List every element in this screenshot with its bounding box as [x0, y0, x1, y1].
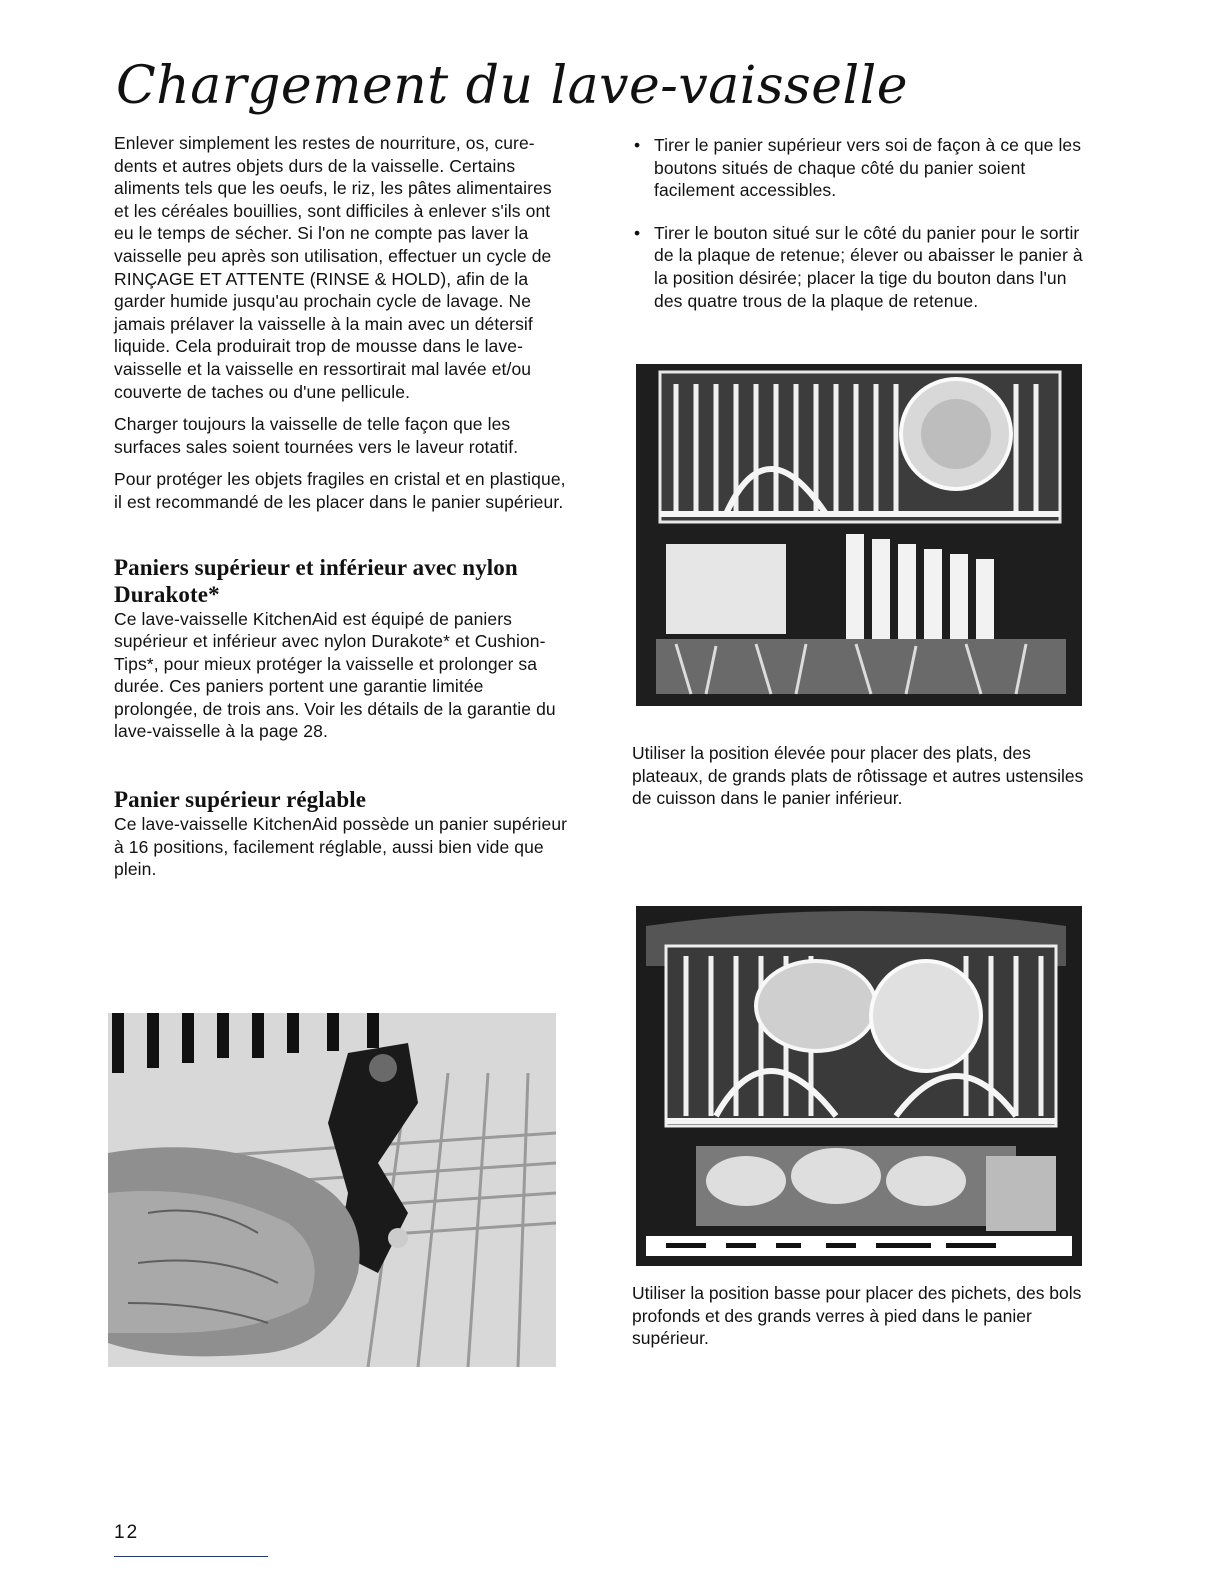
dishwasher-raised-illustration	[636, 364, 1082, 706]
rack-knob-hand-illustration	[108, 1013, 556, 1367]
adjustable-rack-heading: Panier supérieur réglable	[114, 787, 367, 813]
step-text: Tirer le panier supérieur vers soi de façon à ce que les boutons situés de chaque côté du panier soient facilement accessibles.	[654, 135, 1082, 201]
photo-rack-adjustment	[108, 1013, 556, 1367]
photo-rack-lowered	[636, 906, 1082, 1266]
intro-paragraph: Enlever simplement les restes de nourriture, os, cure-dents et autres objets durs de la vaisselle. Certains aliments tels que les oeufs, le riz, les pâtes alimentaires et les céréales bouillies, sont difficiles à enlever s'ils ont eu le temps de sécher. Si l'on ne compte pas laver la vaisselle peu après son utilisation, effectuer un cycle de RINÇAGE ET ATTENTE (RINSE & HOLD), afin de la garder humide jusqu'au prochain cycle de lavage. Ne jamais prélaver la vaisselle à la main avec un détersif liquide. Cela produirait trop de mousse dans le lave-vaisselle et la vaisselle en ressortirait mal lavée et/ou couverte de taches ou d'une pellicule.	[114, 133, 552, 402]
fragile-items-paragraph: Pour protéger les objets fragiles en cristal et en plastique, il est recommandé de les placer dans le panier supérieur.	[114, 469, 566, 512]
list-item	[632, 222, 1087, 312]
loading-paragraph: Charger toujours la vaisselle de telle façon que les surfaces sales soient tournées vers le laveur rotatif.	[114, 414, 519, 457]
step-text: Tirer le bouton situé sur le côté du panier pour le sortir de la plaque de retenue; élever ou abaisser le panier à la position désirée; placer la tige du bouton dans l'un des quatre trous de la plaque de retenue.	[654, 222, 1083, 311]
left-column	[114, 132, 569, 891]
footer-rule	[114, 1556, 268, 1557]
durakote-racks-body: Ce lave-vaisselle KitchenAid est équipé de paniers supérieur et inférieur avec nylon Durakote* et Cushion-Tips*, pour mieux protéger la vaisselle et prolonger sa durée. Ces paniers portent une garantie limitée prolongée, de trois ans. Voir les détails de la garantie du lave-vaisselle à la page 28.	[114, 608, 556, 742]
adjustable-rack-body: Ce lave-vaisselle KitchenAid possède un panier supérieur à 16 positions, facilement réglable, aussi bien vide que plein.	[114, 814, 568, 880]
adjustment-steps	[632, 134, 1087, 312]
caption-rack-raised: Utiliser la position élevée pour placer des plats, des plateaux, de grands plats de rôtissage et autres ustensiles de cuisson dans le panier inférieur.	[632, 743, 1084, 809]
bullet-marker: •	[634, 222, 641, 243]
bullet-marker: •	[634, 135, 641, 155]
caption-rack-lowered: Utiliser la position basse pour placer des pichets, des bols profonds et des grands verres à pied dans le panier supérieur.	[632, 1283, 1082, 1349]
page-number: 12	[114, 1522, 140, 1543]
list-item	[632, 134, 1087, 202]
durakote-racks-heading: Paniers supérieur et inférieur avec nylon Durakote*	[114, 554, 518, 607]
dishwasher-lowered-illustration	[636, 906, 1082, 1266]
page-title: Chargement du lave-vaisselle	[116, 56, 909, 116]
right-column	[632, 134, 1087, 332]
photo-rack-raised	[636, 364, 1082, 706]
